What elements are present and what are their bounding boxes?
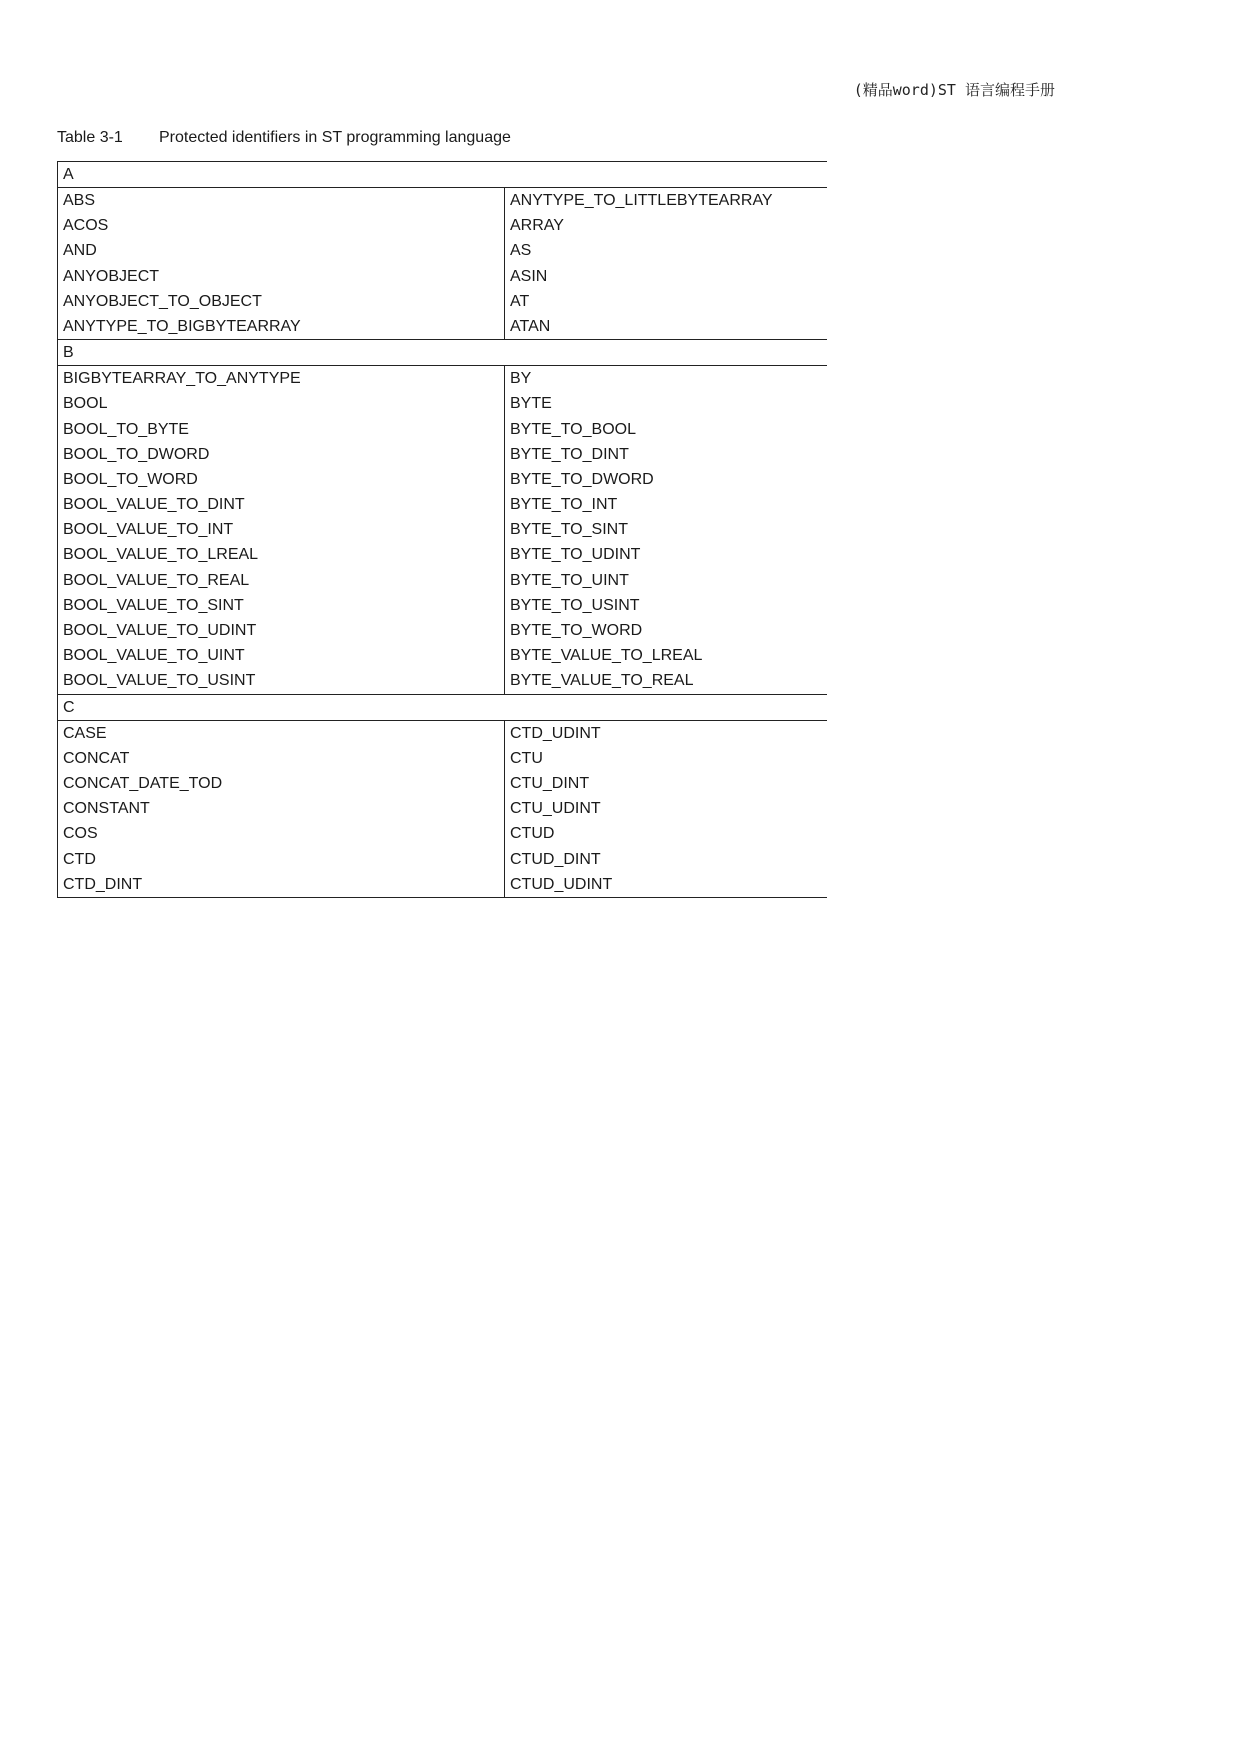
identifier-cell: BYTE_TO_WORD xyxy=(510,622,643,639)
table-row xyxy=(58,213,827,238)
identifier-cell: ATAN xyxy=(510,317,551,335)
table-row xyxy=(58,542,827,567)
table-row xyxy=(58,417,827,442)
section-heading: B xyxy=(58,340,827,366)
identifier-cell: BYTE_TO_BOOL xyxy=(510,420,636,438)
identifier-cell: BYTE_VALUE_TO_REAL xyxy=(510,672,694,690)
identifier-cell: BYTE_TO_SINT xyxy=(510,521,628,539)
table-row xyxy=(58,796,827,821)
section-heading: C xyxy=(58,695,827,721)
identifier-cell: BIGBYTEARRAY_TO_ANYTYPE xyxy=(58,366,505,391)
identifier-cell: BOOL_VALUE_TO_LREAL xyxy=(58,542,505,567)
table-row xyxy=(58,188,827,213)
identifier-cell: AND xyxy=(58,238,505,263)
identifier-cell: BYTE_TO_DWORD xyxy=(510,470,654,488)
identifier-cell: BOOL_TO_WORD xyxy=(58,467,505,492)
identifier-cell: ASIN xyxy=(510,267,548,285)
identifier-cell: CONSTANT xyxy=(58,796,505,821)
table-row xyxy=(58,872,827,897)
section-rows xyxy=(58,188,827,340)
identifier-cell: BYTE_TO_INT xyxy=(510,496,618,514)
table-row xyxy=(58,264,827,289)
identifier-cell: BYTE_TO_USINT xyxy=(510,596,640,614)
identifier-cell: CASE xyxy=(58,721,505,746)
identifier-cell: CTU_UDINT xyxy=(510,800,601,818)
identifier-cell: CONCAT xyxy=(58,746,505,771)
identifier-cell: ANYOBJECT xyxy=(58,264,505,289)
page-header: (精品word)ST 语言编程手册 xyxy=(853,81,1055,99)
table-row xyxy=(58,314,827,339)
identifier-cell: BOOL_TO_DWORD xyxy=(58,442,505,467)
identifier-cell: ANYTYPE_TO_LITTLEBYTEARRAY xyxy=(510,192,773,209)
identifier-cell: BOOL_VALUE_TO_DINT xyxy=(58,492,505,517)
identifier-cell: BYTE_TO_UINT xyxy=(510,571,629,589)
table-row xyxy=(58,568,827,593)
table-row xyxy=(58,391,827,416)
table-title: Protected identifiers in ST programming language xyxy=(159,129,511,146)
identifier-cell: BOOL_VALUE_TO_SINT xyxy=(58,593,505,618)
identifier-cell: ANYOBJECT_TO_OBJECT xyxy=(58,289,505,314)
section-a xyxy=(58,162,827,340)
identifier-cell: BOOL_VALUE_TO_USINT xyxy=(58,668,505,693)
table-row xyxy=(58,366,827,391)
identifier-cell: BOOL_VALUE_TO_UINT xyxy=(58,643,505,668)
identifier-cell: CTU xyxy=(510,749,543,767)
identifier-cell: BOOL_TO_BYTE xyxy=(58,417,505,442)
table-row xyxy=(58,643,827,668)
table-caption xyxy=(57,128,511,148)
identifier-cell: ABS xyxy=(58,188,505,213)
table-row xyxy=(58,238,827,263)
table-row xyxy=(58,771,827,796)
identifier-cell: BOOL_VALUE_TO_INT xyxy=(58,517,505,542)
table-row xyxy=(58,593,827,618)
table-row xyxy=(58,847,827,872)
identifier-cell: ANYTYPE_TO_BIGBYTEARRAY xyxy=(58,314,505,339)
identifier-cell: COS xyxy=(58,821,505,846)
table-number: Table 3-1 xyxy=(57,129,123,146)
identifier-cell: BOOL_VALUE_TO_REAL xyxy=(58,568,505,593)
table-row xyxy=(58,492,827,517)
identifier-cell: CTD xyxy=(58,847,505,872)
protected-identifiers-table xyxy=(57,161,827,898)
identifier-cell: BY xyxy=(510,370,532,388)
identifier-cell: CTUD xyxy=(510,825,555,843)
identifier-cell: ACOS xyxy=(58,213,505,238)
table-row xyxy=(58,821,827,846)
identifier-cell: BYTE_TO_UDINT xyxy=(510,546,641,564)
table-row xyxy=(58,467,827,492)
identifier-cell: AS xyxy=(510,242,532,260)
table-row xyxy=(58,618,827,643)
identifier-cell: BYTE_VALUE_TO_LREAL xyxy=(510,647,703,665)
section-b xyxy=(58,340,827,694)
identifier-cell: BOOL_VALUE_TO_UDINT xyxy=(58,618,505,643)
section-rows xyxy=(58,366,827,694)
table-row xyxy=(58,442,827,467)
identifier-cell: CONCAT_DATE_TOD xyxy=(58,771,505,796)
table-row xyxy=(58,746,827,771)
identifier-cell: AT xyxy=(510,292,530,310)
identifier-cell: BYTE_TO_DINT xyxy=(510,445,629,463)
table-row xyxy=(58,721,827,746)
identifier-cell: ARRAY xyxy=(510,217,564,235)
identifier-cell: CTUD_DINT xyxy=(510,850,601,868)
identifier-cell: CTUD_UDINT xyxy=(510,875,613,893)
table-row xyxy=(58,517,827,542)
identifier-cell: CTD_UDINT xyxy=(510,724,601,742)
section-heading: A xyxy=(58,162,827,188)
section-c xyxy=(58,695,827,898)
table-row xyxy=(58,289,827,314)
identifier-cell: CTD_DINT xyxy=(58,872,505,897)
section-rows xyxy=(58,721,827,898)
identifier-cell: CTU_DINT xyxy=(510,774,590,792)
table-row xyxy=(58,668,827,693)
identifier-cell: BOOL xyxy=(58,391,505,416)
identifier-cell: BYTE xyxy=(510,395,552,413)
